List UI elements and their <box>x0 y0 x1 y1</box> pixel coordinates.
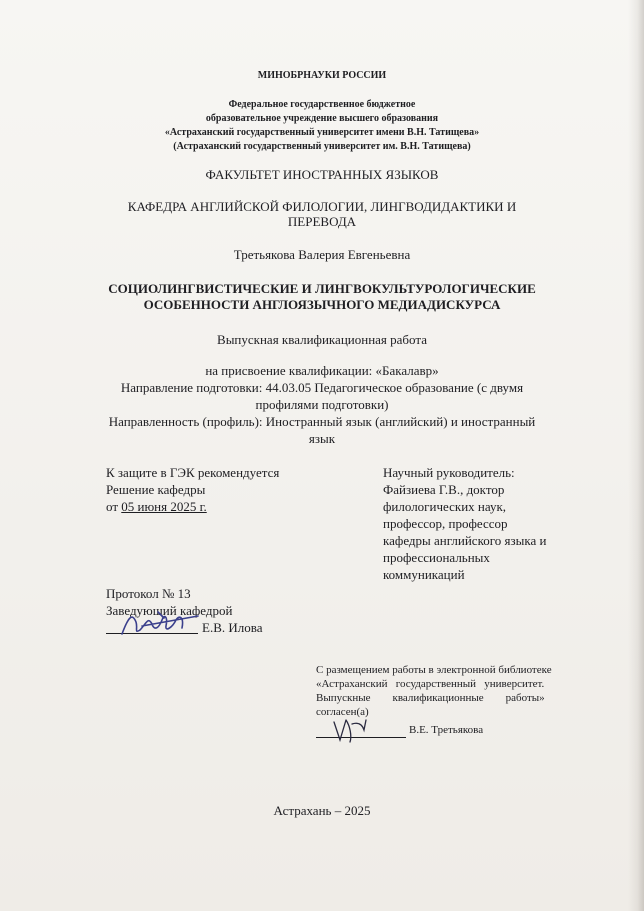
department-line-1: КАФЕДРА АНГЛИЙСКОЙ ФИЛОЛОГИИ, ЛИНГВОДИДАКТИКИ И <box>127 199 517 214</box>
faculty-name: ФАКУЛЬТЕТ ИНОСТРАННЫХ ЯЗЫКОВ <box>205 167 439 182</box>
consent-line-3: Выпускные квалификационные работы» <box>316 692 545 704</box>
decision-date-line <box>106 499 207 515</box>
direction-line-1: Направление подготовки: 44.03.05 Педагогическое образование (с двумя <box>120 380 524 395</box>
thesis-title-line-1: СОЦИОЛИНГВИСТИЧЕСКИЕ И ЛИНГВОКУЛЬТУРОЛОГИЧЕСКИЕ <box>108 281 536 296</box>
thesis-title-line-2: ОСОБЕННОСТИ АНГЛОЯЗЫЧНОГО МЕДИАДИСКУРСА <box>143 297 501 312</box>
supervisor-department-2: профессиональных <box>383 550 490 565</box>
department-decision: Решение кафедры <box>106 482 206 497</box>
author-name: Третьякова Валерия Евгеньевна <box>233 247 411 262</box>
consent-line-2: «Астраханский государственный университет. <box>316 678 545 690</box>
work-type: Выпускная квалификационная работа <box>217 332 427 347</box>
supervisor-department: кафедры английского языка и <box>383 533 547 548</box>
city-year: Астрахань – 2025 <box>273 803 371 818</box>
head-signature <box>118 608 204 638</box>
qualification: на присвоение квалификации: «Бакалавр» <box>205 363 439 378</box>
decision-date: 05 июня 2025 г. <box>121 499 207 514</box>
ministry-name: МИНОБРНАУКИ РОССИИ <box>257 70 387 81</box>
supervisor-label: Научный руководитель: <box>383 465 515 480</box>
supervisor-degree: филологических наук, <box>383 499 507 514</box>
direction-line-2: профилями подготовки) <box>255 397 389 412</box>
consent-line-1: С размещением работы в электронной библиотеке <box>316 664 552 676</box>
org-line-3: «Астраханский государственный университет имени В.Н. Татищева» <box>164 127 480 138</box>
org-line-1: Федеральное государственное бюджетное <box>228 99 416 110</box>
supervisor-department-3: коммуникаций <box>383 567 465 582</box>
org-line-4: (Астраханский государственный университет им. В.Н. Татищева) <box>173 141 471 152</box>
supervisor-name: Файзиева Г.В., доктор <box>383 482 505 497</box>
author-signature <box>330 716 370 744</box>
profile-line-2: язык <box>308 431 336 446</box>
protocol-number: Протокол № 13 <box>106 586 191 601</box>
department-line-2: ПЕРЕВОДА <box>287 214 357 229</box>
head-of-department-name: Е.В. Илова <box>202 620 263 635</box>
defense-recommendation: К защите в ГЭК рекомендуется <box>106 465 280 480</box>
profile-line-1: Направленность (профиль): Иностранный язык (английский) и иностранный <box>108 414 536 429</box>
supervisor-title: профессор, профессор <box>383 516 508 531</box>
head-of-department-label: Заведующий кафедрой <box>106 603 233 618</box>
consent-line-4: согласен(а) <box>316 706 369 718</box>
decision-date-prefix: от <box>106 499 119 514</box>
org-line-2: образовательное учреждение высшего образования <box>205 113 439 124</box>
consent-signer-name: В.Е. Третьякова <box>409 724 484 736</box>
